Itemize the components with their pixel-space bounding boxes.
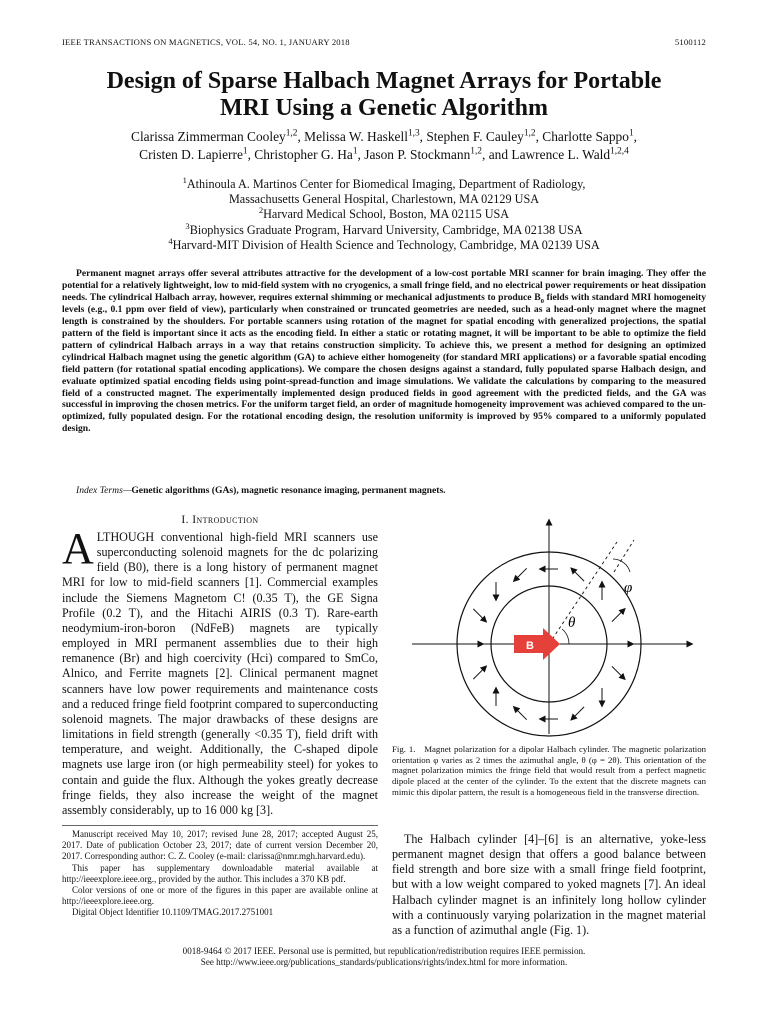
- abstract: Permanent magnet arrays offer several attributes attractive for the development of a low-cost portable MRI scanner for brain imaging. They offer the potential for a relatively lightweight, low to mid-field system with no cryogenics, a small fringe field, and no electrical power requirements or heat dissipation needs. The cylindrical Halbach array, however, requires external shimming or mechanical adjustments to produce $B_0$ fields with standard MRI homogeneity levels (e.g., 0.1 ppm over field of view), particularly when constrained or truncated geometries are needed, such as a head-only magnet where the magnet length is constrained by the shoulders. For portable scanners using rotation of the magnet for spatial encoding with generalized projections, the spatial pattern of the field is important since it acts as the encoding field. In either a static or rotating magnet, it will be important to be able to optimize the field pattern of cylindrical Halbach arrays in a way that retains construction simplicity. To achieve this, we present a method for designing an optimized cylindrical Halbach magnet using the genetic algorithm (GA) to achieve either homogeneity (for standard MRI applications) or a favorable spatial encoding field pattern (for rotational spatial encoding applications). We compare the chosen designs against a standard, fully populated sparse Halbach design, and evaluate optimized spatial encoding fields using point-spread-function and image simulations. We validate the calculations by comparing to the measured field of a constructed magnet. The experimentally implemented design produced fields in good agreement with the predicted fields, and the GA was successful in improving the chosen metrics. For the uniform target field, an order of magnitude homogeneity improvement was achieved compared to the un-optimized, fully populated design. For the rotational encoding design, the resolution uniformity is improved by 95% compared to a uniformly populated design.: [62, 268, 706, 435]
- left-column: [62, 514, 378, 818]
- footnote: Digital Object Identifier 10.1109/TMAG.2017.2751001: [72, 907, 274, 918]
- copyright-notice: 0018-9464 © 2017 IEEE. Personal use is permitted, but republication/redistribution requires IEEE permission. See http://www.ieee.org/publications_standards/publications/rights/index.html for more information.: [182, 946, 586, 968]
- right-column: [392, 832, 706, 938]
- magnet-arrow: [612, 609, 625, 622]
- footnote: This paper has supplementary downloadable material available at http://ieeexplore.ieee.org., provided by the author. This includes a 370 KB pdf.: [62, 862, 378, 884]
- author: Christopher G. Ha: [254, 147, 353, 162]
- section-heading: I. Introduction: [181, 514, 259, 526]
- azimuth-line: [549, 542, 617, 644]
- author: Jason P. Stockmann: [364, 147, 471, 162]
- title-line-2: MRI Using a Genetic Algorithm: [220, 95, 548, 121]
- b-field-arrow: [514, 628, 560, 660]
- b-field-label: B: [526, 640, 534, 652]
- author: Melissa W. Haskell: [304, 129, 408, 144]
- figure-caption: Fig. 1. Magnet polarization for a dipolar Halbach cylinder. The magnetic polarization orientation φ varies as 2 times the azimuthal angle, θ (φ = 2θ). This orientation of the magnet polarization mimics the fringe field that would result from a perfect magnetic dipole placed at the center of the cylinder. To the extent that the discrete magnets can mimic this dipolar pattern, the result is a homogeneous field in the transverse direction.: [392, 744, 706, 797]
- footnote-rule: [62, 825, 378, 826]
- intro-paragraph: ALTHOUGH conventional high-field MRI scanners use superconducting solenoid magnets for the dc polarizing field (B0), there is a long history of permanent magnet MRI for low to mid-field scanners [1]. Commercial examples include the Siemens Magnetom C! (0.35 T), the GE Signa Profile (0.2 T), and the Hitachi AIRIS (0.3 T). Rare-earth neodymium-iron-boron (NdFeB) magnets are typically employed in MRI permanent assemblies due to their high remanence (Br) and high coercivity (Hci) compared to SmCo, Alnico, and Ferrite magnets [2]. Clinical permanent magnet scanners have low power requirements and maintenance costs and a reduced fringe field footprint compared to superconducting solenoid magnets. The major drawbacks of these designs are limitations in field strength (generally <0.35 T), field drift with temperature, and weight. Additionally, the C-shaped dipole magnets use large iron (or high permeability steel) for yokes to contain and guide the flux. Although the yokes greatly decrease fringe fields, they also increase the weight of the magnet assembly considerably, up to 16 000 kg [3].: [62, 524, 378, 817]
- index-terms: Index Terms—Genetic algorithms (GAs), magnetic resonance imaging, permanent magnets.: [76, 485, 446, 496]
- magnet-arrow: [571, 707, 584, 720]
- affiliation-line: Biophysics Graduate Program, Harvard University, Cambridge, MA 02138 USA: [189, 222, 583, 237]
- halbach-diagram: [392, 512, 706, 740]
- magnet-arrow: [571, 568, 584, 581]
- figure-1: [392, 512, 706, 740]
- affiliation-line: Massachusetts General Hospital, Charlestown, MA 02129 USA: [228, 192, 540, 207]
- paragraph: The Halbach cylinder [4]–[6] is an alternative, yoke-less permanent magnet design that offers a good balance between field strength and bore size with a small fringe field footprint, but with a low weight compared to yoked magnets [7]. An ideal Halbach cylinder magnet is an infinitely long hollow cylinder with a continuously varying polarization in the magnet material as a function of azimuthal angle (Fig. 1).: [392, 832, 706, 937]
- magnet-arrow: [514, 568, 527, 581]
- journal-info: IEEE TRANSACTIONS ON MAGNETICS, VOL. 54, NO. 1, JANUARY 2018: [62, 37, 350, 47]
- magnet-arrow: [473, 666, 486, 679]
- author: Charlotte Sappo: [542, 129, 629, 144]
- polarization-line: [614, 540, 634, 572]
- paper-title: [40, 68, 728, 122]
- affiliation-line: Harvard Medical School, Boston, MA 02115 USA: [263, 207, 510, 222]
- affiliations: $^1$Athinoula A. Martinos Center for Biomedical Imaging, Department of Radiology, Massachusetts General Hospital, Charlestown, MA 02129 USA $^2$Harvard Medical School, Boston, MA 02115 USA $^3$Biophysics Graduate Program, Harvard University, Cambridge, MA 02138 USA $^4$Harvard-MIT Division of Health Science and Technology, Cambridge, MA 02139 USA: [40, 177, 728, 253]
- drop-cap: A: [62, 524, 94, 573]
- author: Stephen F. Cauley: [426, 129, 524, 144]
- author: Clarissa Zimmerman Cooley: [131, 129, 286, 144]
- running-header: [62, 37, 706, 47]
- author-list: Clarissa Zimmerman Cooley$^{1,2}$, Melissa W. Haskell$^{1,3}$, Stephen F. Cauley$^{1,2}$, Charlotte Sappo$^1$, Cristen D. Lapierre$^1$, Christopher G. Ha$^1$, Jason P. Stockmann$^{1,2}$, and Lawrence L. Wald$^{1,2,4}$: [131, 128, 637, 162]
- affiliation-line: Athinoula A. Martinos Center for Biomedical Imaging, Department of Radiology,: [186, 177, 586, 191]
- magnet-arrow: [612, 666, 625, 679]
- theta-label: θ: [568, 615, 576, 631]
- theta-arc: [562, 629, 569, 644]
- magnet-arrow: [473, 609, 486, 622]
- author: Lawrence L. Wald: [511, 147, 611, 162]
- affiliation-line: Harvard-MIT Division of Health Science and Technology, Cambridge, MA 02139 USA: [172, 237, 600, 252]
- title-line-1: Design of Sparse Halbach Magnet Arrays for Portable: [106, 68, 662, 94]
- footnotes: [62, 825, 378, 919]
- page-number: 5100112: [674, 37, 706, 47]
- phi-label: φ: [624, 580, 633, 596]
- footnote: Color versions of one or more of the figures in this paper are available online at http://ieeexplore.ieee.org.: [62, 885, 378, 907]
- author: Cristen D. Lapierre: [139, 147, 243, 162]
- footnote: Manuscript received May 10, 2017; revised June 28, 2017; accepted August 25, 2017. Date of publication October 23, 2017; date of current version December 20, 2017. Corresponding author: C. Z. Cooley (e-mail: clarissa@nmr.mgh.harvard.edu).: [62, 829, 378, 862]
- magnet-arrow: [514, 707, 527, 720]
